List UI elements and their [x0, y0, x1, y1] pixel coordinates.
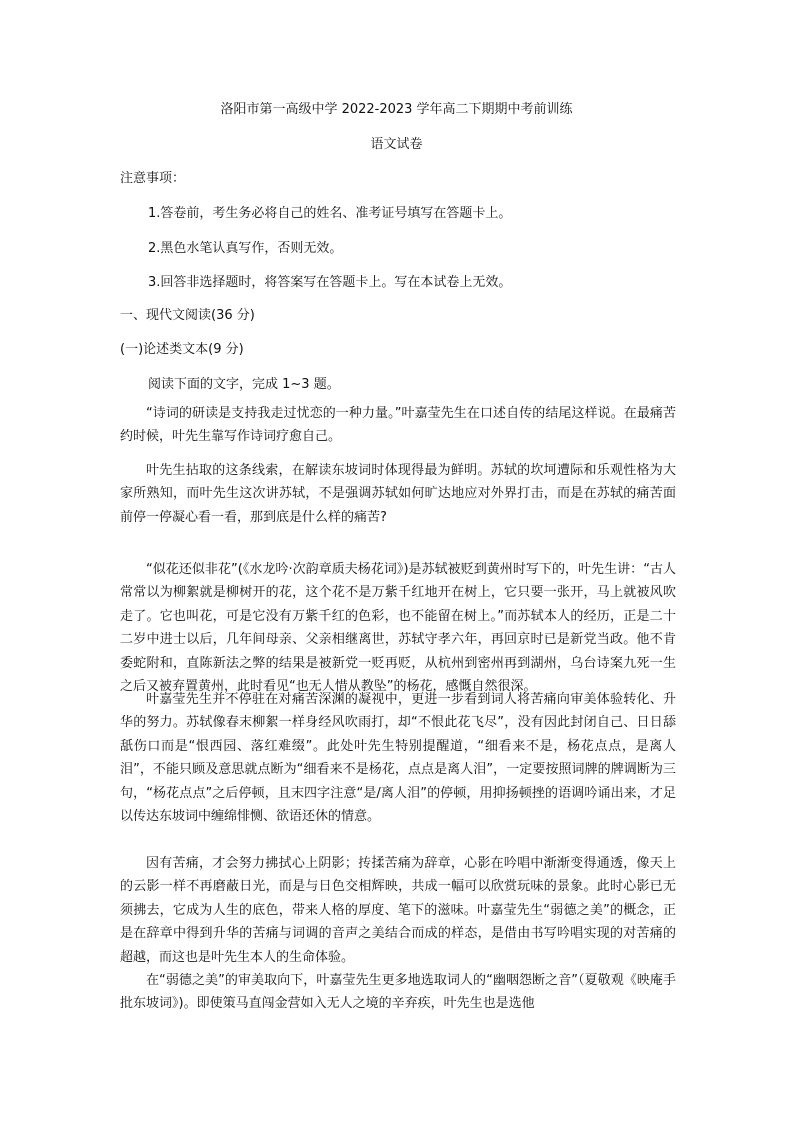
paragraph-5: 因有苦痛，才会努力拂拭心上阴影；抟揉苦痛为辞章，心影在吟唱中渐渐变得通透，像天上的云影一样不再磨蔽日光，而是与日色交相辉映，共成一幅可以欣赏玩味的景象。此时心影已无须拂去，它成为人生的底色，带来人格的厚度、笔下的滋味。叶嘉莹先生“弱德之美”的概念，正是在辞章中得到升华的苦痛与词调的音声之美结合而成的样态，是借由书写吟唱实现的对苦痛的超越，而这也是叶先生本人的生命体验。	[120, 856, 676, 965]
paragraph-3: “似花还似非花”(《水龙吟·次韵章质夫杨花词》)是苏轼被贬到黄州时写下的，叶先生讲：“古人常常以为柳絮就是柳树开的花，这个花不是万紫千红地开在树上，它只要一张开，马上就被风吹走了。它也叫花，可是它没有万紫千红的色彩，也不能留在树上。”而苏轼本人的经历，正是二十二岁中进士以后，几年间母亲、父亲相继离世，苏轼守孝六年，再回京时已是新党当政。他不肯委蛇附和，直陈新法之弊的结果是被新党一贬再贬，从杭州到密州再到湖州，乌台诗案九死一生之后又被弃置黄州，此时看见“也无人惜从教坠”的杨花，感慨自然很深。	[120, 562, 676, 695]
notice-label: 注意事项：	[120, 171, 186, 186]
reading-instruction: 阅读下面的文字，完成 1~3 题。	[148, 377, 340, 392]
notice-item-3: 3.回答非选择题时，将答案写在答题卡上。写在本试卷上无效。	[148, 275, 512, 290]
exam-title: 洛阳市第一高级中学 2022-2023 学年高二下期期中考前训练	[220, 102, 573, 117]
notice-item-1: 1.答卷前，考生务必将自己的姓名、准考证号填写在答题卡上。	[148, 206, 512, 221]
paragraph-1: “诗词的研读是支持我走过忧恋的一种力量。”叶嘉莹先生在口述自传的结尾这样说。在最痛苦约时候，叶先生靠写作诗词疗愈自己。	[120, 406, 676, 445]
paragraph-4: 叶嘉莹先生并不停驻在对痛苦深渊的凝视中，更进一步看到词人将苦痛向审美体验转化、升华的努力。苏轼像春末柳絮一样身经风吹雨打，却“不恨此花飞尽”，没有因此封闭自己、日日舔舐伤口而是“恨西园、落红难缀”。此处叶先生特别提醒道，“细看来不是，杨花点点，是离人泪”，不能只顾及意思就点断为“细看来不是杨花，点点是离人泪”，一定要按照词牌的牌调断为三句，“杨花点点”之后停顿，且末四字注意“是/离人泪”的停顿，用抑扬顿挫的语调吟诵出来，才足以传达东坡词中缠绵悱恻、欲语还休的情意。	[120, 692, 676, 825]
paragraph-2: 叶先生拈取的这条线索，在解读东坡词时体现得最为鲜明。苏轼的坎坷遭际和乐观性格为大家所熟知，而叶先生这次讲苏轼，不是强调苏轼如何旷达地应对外界打击，而是在苏轼的痛苦面前停一停凝心看一看，那到底是什么样的痛苦?	[120, 463, 676, 525]
section-heading: 一、现代文阅读(36 分)	[120, 308, 255, 323]
paragraph-6: 在“弱德之美”的审美取向下，叶嘉莹先生更多地选取词人的“幽咽怨断之音”（夏敬观《映庵手批东坡词》)。即使策马直闯金营如入无人之境的辛弃疾，叶先生也是选他	[120, 973, 676, 1012]
exam-subtitle: 语文试卷	[370, 137, 423, 152]
notice-item-2: 2.黑色水笔认真写作，否则无效。	[148, 241, 343, 256]
subsection-heading: (一)论述类文本(9 分)	[120, 342, 244, 357]
